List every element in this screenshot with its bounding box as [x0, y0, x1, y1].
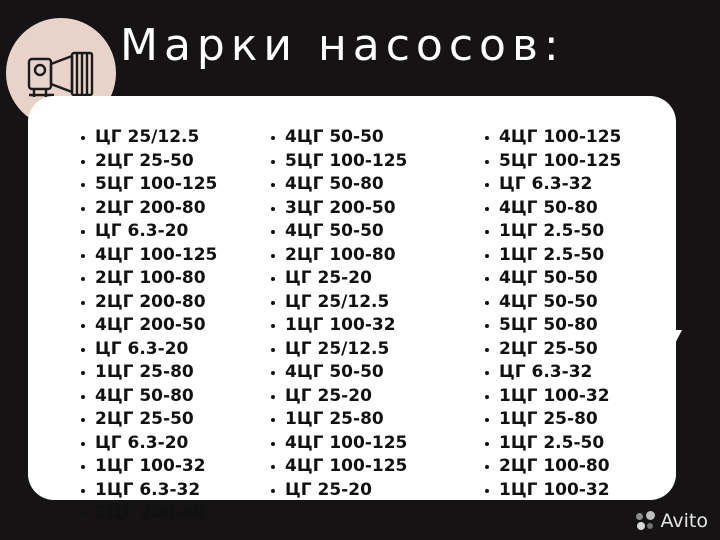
list-item: 4ЦГ 50-50 — [270, 220, 460, 244]
avito-dots-icon — [636, 511, 656, 531]
column-1 — [28, 126, 246, 523]
list-item: 1ЦГ 2.5-50 — [484, 220, 676, 244]
pump-models-columns — [28, 96, 676, 523]
list-item: ЦГ 25/12.5 — [270, 291, 460, 315]
list-item: 2ЦГ 200-80 — [80, 291, 246, 315]
list-item: 2ЦГ 200-80 — [80, 502, 246, 526]
list-item: 1ЦГ 2.5-50 — [484, 244, 676, 268]
model-list-2 — [270, 126, 460, 502]
list-item: ЦГ 25-20 — [270, 479, 460, 503]
list-item: ЦГ 25-20 — [270, 267, 460, 291]
list-item: 2ЦГ 25-50 — [80, 408, 246, 432]
list-item: 2ЦГ 200-80 — [80, 197, 246, 221]
list-item: 4ЦГ 50-50 — [270, 361, 460, 385]
model-list-1 — [80, 126, 246, 526]
list-item: 2ЦГ 100-80 — [270, 244, 460, 268]
list-item: 4ЦГ 100-125 — [484, 126, 676, 150]
pump-icon — [24, 43, 98, 103]
list-item: 4ЦГ 50-80 — [270, 173, 460, 197]
list-item: 1ЦГ 100-32 — [484, 479, 676, 503]
list-item: 4ЦГ 100-125 — [80, 244, 246, 268]
list-item: 4ЦГ 200-50 — [80, 314, 246, 338]
list-item: 3ЦГ 200-50 — [270, 197, 460, 221]
list-item: 1ЦГ 25-80 — [80, 361, 246, 385]
list-item: 4ЦГ 50-50 — [270, 126, 460, 150]
list-item: 4ЦГ 50-50 — [484, 291, 676, 315]
list-item: 4ЦГ 50-80 — [484, 197, 676, 221]
list-item: 1ЦГ 2.5-50 — [484, 432, 676, 456]
list-item: 5ЦГ 50-80 — [484, 314, 676, 338]
list-item: 1ЦГ 6.3-32 — [80, 479, 246, 503]
list-item: 4ЦГ 100-125 — [270, 432, 460, 456]
list-item: 5ЦГ 100-125 — [484, 150, 676, 174]
list-item: ЦГ 6.3-20 — [80, 338, 246, 362]
list-item: ЦГ 6.3-20 — [80, 220, 246, 244]
list-item: 5ЦГ 100-125 — [80, 173, 246, 197]
list-item: 4ЦГ 50-50 — [484, 267, 676, 291]
list-item: ЦГ 6.3-32 — [484, 361, 676, 385]
column-2 — [246, 126, 460, 500]
list-item: ЦГ 25-20 — [270, 385, 460, 409]
avito-watermark — [636, 510, 708, 532]
column-3 — [460, 126, 676, 500]
list-item: 2ЦГ 100-80 — [484, 455, 676, 479]
list-item: ЦГ 25/12.5 — [270, 338, 460, 362]
list-item: 1ЦГ 100-32 — [484, 385, 676, 409]
model-list-3 — [484, 126, 676, 502]
list-item: 2ЦГ 25-50 — [80, 150, 246, 174]
list-item: 1ЦГ 100-32 — [80, 455, 246, 479]
watermark-label: Avito — [660, 510, 708, 532]
list-item: ЦГ 6.3-32 — [484, 173, 676, 197]
list-item: 5ЦГ 100-125 — [270, 150, 460, 174]
list-item: 1ЦГ 25-80 — [270, 408, 460, 432]
list-item: 2ЦГ 25-50 — [484, 338, 676, 362]
list-item: ЦГ 25/12.5 — [80, 126, 246, 150]
list-item: 1ЦГ 25-80 — [484, 408, 676, 432]
list-item: 4ЦГ 100-125 — [270, 455, 460, 479]
page-title: Марки насосов: — [120, 20, 565, 71]
list-item: 4ЦГ 50-80 — [80, 385, 246, 409]
list-item: 2ЦГ 100-80 — [80, 267, 246, 291]
list-item: ЦГ 6.3-20 — [80, 432, 246, 456]
list-item: 1ЦГ 100-32 — [270, 314, 460, 338]
